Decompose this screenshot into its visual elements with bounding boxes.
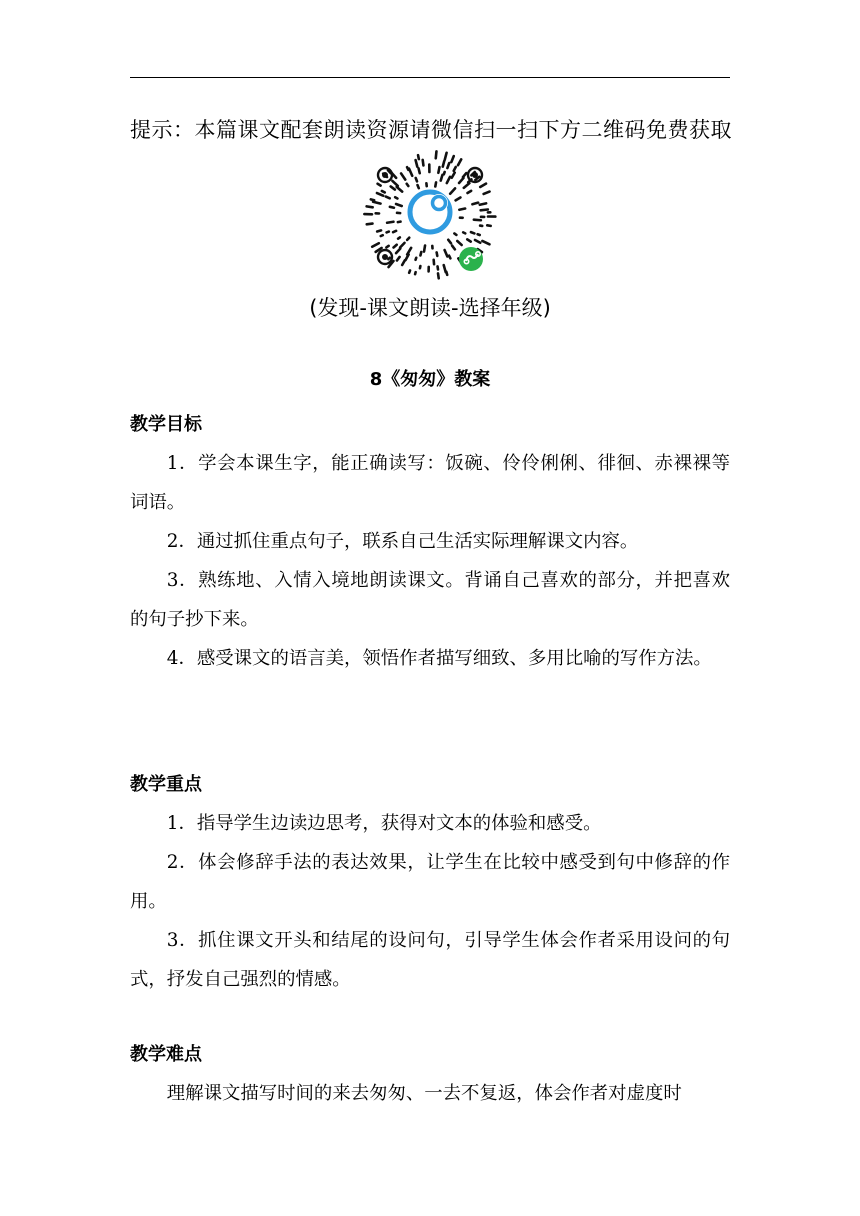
document-title: 8《匆匆》教案 [369, 369, 491, 390]
key-point-item: 2．体会修辞手法的表达效果，让学生在比较中感受到句中修辞的作用。 [130, 852, 730, 912]
objective-item: 4．感受课文的语言美，领悟作者描写细致、多用比喻的写作方法。 [166, 648, 712, 669]
objective-item: 1．学会本课生字，能正确读写：饭碗、伶伶俐俐、徘徊、赤裸裸等词语。 [130, 453, 730, 513]
objective-item: 2．通过抓住重点句子，联系自己生活实际理解课文内容。 [166, 531, 639, 552]
qr-tip: 提示：本篇课文配套朗读资源请微信扫一扫下方二维码免费获取 [130, 118, 732, 142]
qr-caption: (发现-课文朗读-选择年级) [309, 296, 551, 320]
header-rule [130, 77, 730, 78]
section-heading-difficulties: 教学难点 [130, 1044, 202, 1065]
section-heading-key-points: 教学重点 [130, 774, 202, 795]
mini-program-qr-code-icon[interactable] [363, 149, 497, 283]
key-point-item: 1．指导学生边读边思考，获得对文本的体验和感受。 [166, 813, 602, 834]
section-heading-objectives: 教学目标 [130, 414, 202, 435]
difficulty-item: 理解课文描写时间的来去匆匆、一去不复返，体会作者对虚度时 [166, 1083, 682, 1104]
key-point-item: 3．抓住课文开头和结尾的设问句，引导学生体会作者采用设问的句式，抒发自己强烈的情感。 [130, 930, 730, 990]
objective-item: 3．熟练地、入情入境地朗读课文。背诵自己喜欢的部分，并把喜欢的句子抄下来。 [130, 570, 730, 630]
